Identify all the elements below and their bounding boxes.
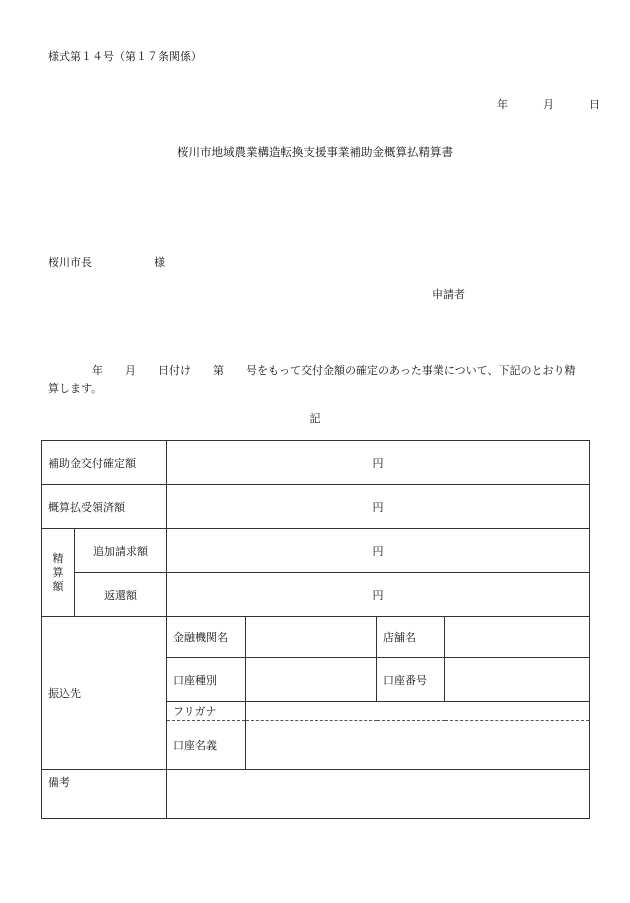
- date-year: 年: [497, 98, 508, 111]
- addressee-name: 桜川市長: [48, 256, 92, 269]
- furigana-label: フリガナ: [167, 702, 246, 721]
- account-type-label: 口座種別: [167, 658, 246, 702]
- received-amount-field[interactable]: [167, 485, 590, 529]
- table-row: [42, 441, 590, 485]
- table-row: [42, 529, 590, 573]
- branch-label: 店舗名: [377, 617, 445, 658]
- additional-claim-field[interactable]: [167, 529, 590, 573]
- yen-unit: 円: [372, 588, 384, 602]
- table-row: [42, 617, 590, 658]
- branch-field[interactable]: [445, 617, 590, 658]
- table-row: [42, 573, 590, 617]
- received-amount-label: 概算払受領済額: [42, 485, 167, 529]
- settlement-char: 額: [52, 579, 64, 593]
- remarks-field[interactable]: [167, 770, 590, 819]
- ki-heading: 記: [309, 412, 321, 425]
- table-row: [42, 485, 590, 529]
- refund-label: 返還額: [75, 573, 167, 617]
- transfer-destination-label: 振込先: [42, 617, 167, 770]
- additional-claim-label: 追加請求額: [75, 529, 167, 573]
- confirmed-amount-label: 補助金交付確定額: [42, 441, 167, 485]
- bank-name-field[interactable]: [246, 617, 377, 658]
- yen-unit: 円: [372, 456, 384, 470]
- addressee: [48, 254, 165, 270]
- yen-unit: 円: [372, 544, 384, 558]
- form-number: 様式第１４号（第１７条関係）: [48, 50, 202, 63]
- yen-unit: 円: [372, 500, 384, 514]
- applicant-label: 申請者: [432, 288, 465, 301]
- furigana-field[interactable]: [246, 702, 590, 721]
- body-text: 年 月 日付け 第 号をもって交付金額の確定のあった事業について、下記のとおり精算します。: [48, 364, 576, 395]
- account-holder-field[interactable]: [246, 721, 590, 770]
- settlement-amount-label: [42, 529, 75, 617]
- bank-name-label: 金融機関名: [167, 617, 246, 658]
- refund-field[interactable]: [167, 573, 590, 617]
- account-holder-label: 口座名義: [167, 721, 246, 770]
- settlement-table: [41, 440, 590, 819]
- remarks-label: 備考: [42, 770, 167, 819]
- account-number-label: 口座番号: [377, 658, 445, 702]
- date-day: 日: [589, 98, 600, 111]
- confirmed-amount-field[interactable]: [167, 441, 590, 485]
- settlement-char: 精: [52, 551, 64, 565]
- settlement-char: 算: [52, 565, 64, 579]
- document-title: 桜川市地域農業構造転換支援事業補助金概算払精算書: [177, 145, 453, 159]
- table-row: [42, 770, 590, 819]
- date-line: [497, 96, 600, 112]
- date-month: 月: [543, 98, 554, 111]
- account-type-field[interactable]: [246, 658, 377, 702]
- addressee-honorific: 様: [154, 256, 165, 269]
- account-number-field[interactable]: [445, 658, 590, 702]
